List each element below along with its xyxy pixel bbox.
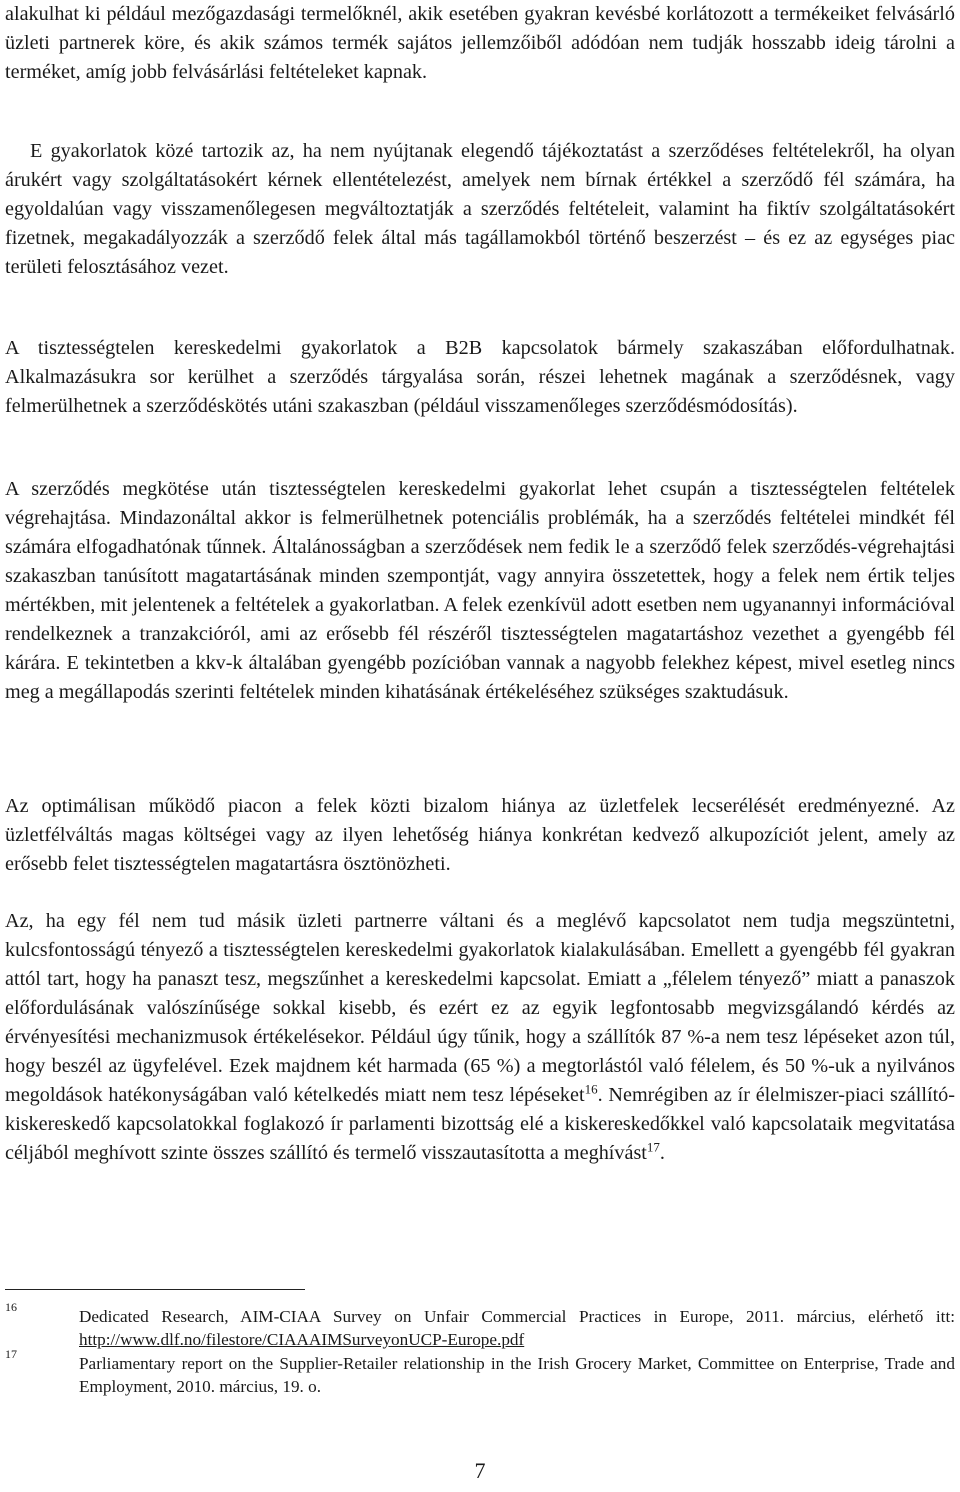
paragraph-fear-factor-part1: Az, ha egy fél nem tud másik üzleti partnerre váltani és a meglévő kapcsolatot nem tudja megszüntetni, kulcsfontosságú tényező a tisztességtelen kereskedelmi gyakorlatok kialakulásában. Emellett a gyengébb fél gyakran attól tart, hogy ha panaszt tesz, megszűnhet a kereskedelmi kapcsolat. Emiatt a „félelem tényező” miatt a panaszok előfordulásának valószínűsége sokkal kisebb, és ezért ez az egyik legfontosabb megvizsgálandó kérdés az érvényesítési mechanizmusok értékelésekor. Például úgy tűnik, hogy a szállítók 87 %-a nem tesz lépéseket azon túl, hogy beszél az ügyfelével. Ezek majdnem két harmada (65 %) a megtorlástól való félelem, és 50 %-uk a nyilvános megoldások hatékonyságában való kételkedés miatt nem tesz lépéseket [5, 910, 955, 1106]
paragraph-optimal-market: Az optimálisan működő piacon a felek közti bizalom hiánya az üzletfelek lecserélését eredményezné. Az üzletfélváltás magas költségei vagy az ilyen lehetőség hiánya konkrétan kedvező alkupozíciót jelent, amely az erősebb felet tisztességtelen magatartásra ösztönözheti. [5, 795, 955, 875]
paragraph-fear-factor-part2: . Nemrégiben az ír élelmiszer-piaci szállító-kiskereskedő kapcsolatokkal foglakozó ír parlamenti bizottság elé a kiskereskedőkkel való kapcsolataik megvitatása céljából meghívott szinte összes szállító és termelő visszautasította a meghívást [5, 1084, 955, 1164]
paragraph-fear-factor [5, 907, 955, 1168]
paragraph-continuation: alakulhat ki például mezőgazdasági termelőknél, akik esetében gyakran kevésbé korlátozott a termékeiket felvásárló üzleti partnerek köre, és akik számos termék sajátos jellemzőiből adódóan nem tudják hosszabb ideig tárolni a terméket, amíg jobb felvásárlási feltételeket kapnak. [5, 3, 955, 83]
paragraph-b2b-stages: A tisztességtelen kereskedelmi gyakorlatok a B2B kapcsolatok bármely szakaszában előfordulhatnak. Alkalmazásukra sor kerülhet a szerződés tárgyalása során, részei lehetnek magának a szerződésnek, vagy felmerülhetnek a szerződéskötés utáni szakaszban (például visszamenőleges szerződésmódosítás). [5, 337, 955, 417]
page-number: 7 [474, 1458, 486, 1483]
footnote-number: 16 [5, 1300, 17, 1314]
footnote-ref-17[interactable]: 17 [646, 1139, 660, 1155]
footnote-17 [5, 1347, 955, 1398]
footnote-text [79, 1305, 955, 1351]
footnote-16-text: Dedicated Research, AIM-CIAA Survey on Unfair Commercial Practices in Europe, 2011. március, elérhető itt: [79, 1307, 955, 1326]
footnote-separator [5, 1289, 305, 1290]
paragraph-fear-factor-part3: . [659, 1142, 665, 1164]
paragraph-unfair-practices: E gyakorlatok közé tartozik az, ha nem nyújtanak elegendő tájékoztatást a szerződéses feltételekről, ha olyan árukért vagy szolgáltatásokért kérnek ellentételezést, amelyek nem bírnak értékkel a szerződő fél számára, ha egyoldalúan vagy visszamenőlegesen megváltoztatják a szerződés feltételeit, valamint ha fiktív szolgáltatásokért fizetnek, megakadályozzák a szerződő felek által más tagállamokból történő beszerzést – és ez az egységes piac területi felosztásához vezet. [5, 140, 955, 278]
footnote-number: 17 [5, 1347, 17, 1361]
footnote-16-link[interactable]: http://www.dlf.no/filestore/CIAAAIMSurveyonUCP-Europe.pdf [79, 1330, 525, 1349]
footnote-16 [5, 1300, 955, 1351]
footnote-ref-16[interactable]: 16 [584, 1081, 598, 1097]
paragraph-contract-execution: A szerződés megkötése után tisztességtelen kereskedelmi gyakorlat lehet csupán a tisztességtelen feltételek végrehajtása. Mindazonáltal akkor is felmerülhetnek potenciális problémák, ha a szerződés feltételei mindkét fél számára elfogadhatónak tűnnek. Általánosságban a szerződések nem fedik le a szerződő felek szerződés-végrehajtási szakaszban tanúsított magatartásának minden szempontját, vagy annyira összetettek, hogy a felek nem értik teljes mértékben, mit jelentenek a feltételek a gyakorlatban. A felek ezenkívül adott esetben nem ugyanannyi információval rendelkeznek a tranzakcióról, ami az erősebb fél részéről tisztességtelen magatartáshoz vezethet a gyengébb fél kárára. E tekintetben a kkv-k általában gyengébb pozícióban vannak a nagyobb felekhez képest, mivel esetleg nincs meg a megállapodás szerinti feltételek minden kihatásának értékeléséhez szükséges szaktudásuk. [5, 478, 955, 703]
footnote-17-text: Parliamentary report on the Supplier-Retailer relationship in the Irish Grocery Market, Committee on Enterprise, Trade and Employment, 2010. március, 19. o. [79, 1354, 955, 1396]
